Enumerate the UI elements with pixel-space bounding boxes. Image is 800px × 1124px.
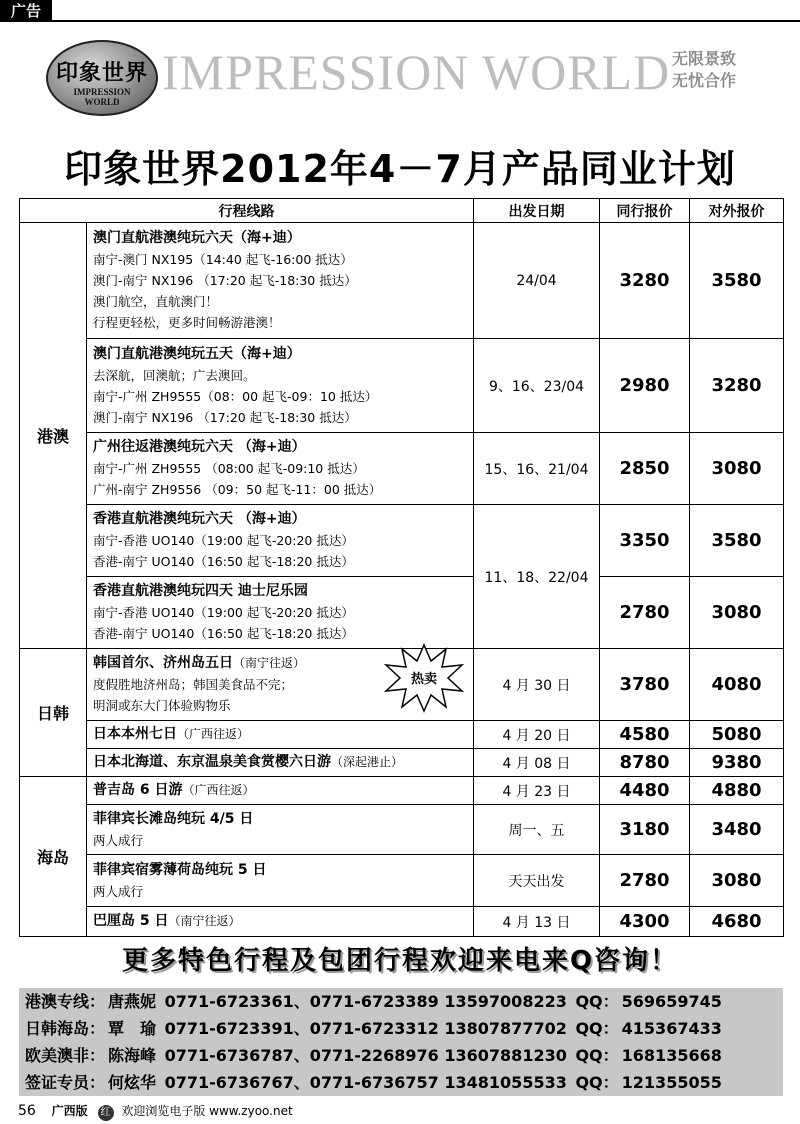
contact-phones: 0771-6723391、0771-6723312 13807877702: [164, 1019, 567, 1038]
trade-price: 4580: [600, 721, 690, 749]
date-cell: 4 月 20 日: [474, 721, 600, 749]
table-row: [20, 505, 784, 577]
hot-sale-badge: [384, 643, 464, 713]
route-title-text: 韩国首尔、济州岛五日: [93, 655, 233, 671]
route-title-text: 日本北海道、东京温泉美食赏樱六日游: [93, 754, 331, 770]
contact-dept: 签证专员：: [25, 1073, 106, 1092]
region-cell: 日韩: [20, 649, 87, 777]
route-note: （深起港止）: [331, 755, 404, 769]
route-cell: [87, 805, 474, 855]
brand-logo: [46, 40, 158, 116]
route-cell: [87, 577, 474, 649]
slogan-line-1: 无限景致: [672, 49, 737, 68]
page-footer: [18, 1100, 293, 1122]
route-title: 香港直航港澳纯玩六天 （海+迪）: [93, 511, 306, 527]
table-row: [20, 721, 784, 749]
retail-price: 4880: [690, 777, 784, 805]
header-date: 出发日期: [474, 199, 600, 223]
contact-qq: 415367433: [621, 1019, 722, 1038]
table-row: [20, 339, 784, 433]
table-row: [20, 855, 784, 907]
contact-row: [19, 1015, 783, 1042]
route-cell: [87, 505, 474, 577]
route-note: （南宁往返）: [168, 914, 241, 928]
edition-label: 广西版: [51, 1104, 88, 1118]
contact-dept: 港澳专线：: [25, 992, 106, 1011]
retail-price: 9380: [690, 749, 784, 777]
table-row: [20, 577, 784, 649]
contact-qq-label: QQ：: [575, 992, 619, 1011]
retail-price: 5080: [690, 721, 784, 749]
date-cell: 4 月 23 日: [474, 777, 600, 805]
route-title-text: 日本本州七日: [93, 726, 177, 742]
route-title: 澳门直航港澳纯玩六天（海+迪）: [93, 230, 301, 246]
route-cell: [87, 855, 474, 907]
route-note: （广西往返）: [177, 727, 250, 741]
contact-row: [19, 1042, 783, 1069]
contact-dept: 欧美澳非：: [25, 1046, 106, 1065]
region-cell: 海岛: [20, 777, 87, 937]
contact-qq-label: QQ：: [575, 1046, 619, 1065]
route-note: （广西往返）: [182, 783, 255, 797]
header-retail-price: 对外报价: [690, 199, 784, 223]
date-cell: 11、18、22/04: [474, 505, 600, 649]
brand-slogan: [672, 48, 736, 92]
trade-price: 2850: [600, 433, 690, 505]
route-detail: 澳门航空，直航澳门！: [93, 294, 219, 309]
route-detail: 南宁-澳门 NX195（14:40 起飞-16:00 抵达）: [93, 252, 353, 267]
route-title-text: 普吉岛 6 日游: [93, 782, 183, 798]
table-row: [20, 433, 784, 505]
route-cell: [87, 907, 474, 937]
magazine-badge-icon: 红: [98, 1105, 114, 1121]
table-row: [20, 907, 784, 937]
route-title: 广州往返港澳纯玩六天 （海+迪）: [93, 439, 306, 455]
retail-price: 4080: [690, 649, 784, 721]
route-detail: 明洞或东大门体验购物乐: [93, 698, 231, 713]
trade-price: 3180: [600, 805, 690, 855]
route-title: [93, 724, 467, 745]
contact-name: 覃 瑜: [108, 1019, 157, 1038]
contact-qq-label: QQ：: [575, 1019, 619, 1038]
trade-price: 3280: [600, 223, 690, 339]
route-detail: 行程更轻松，更多时间畅游港澳！: [93, 315, 281, 330]
contact-phones: 0771-6736767、0771-6736757 13481055533: [164, 1073, 567, 1092]
route-cell: [87, 223, 474, 339]
route-detail: 香港-南宁 UO140（16:50 起飞-18:20 抵达）: [93, 554, 354, 569]
retail-price: 3580: [690, 223, 784, 339]
date-cell: 天天出发: [474, 855, 600, 907]
route-title: [93, 911, 467, 932]
date-cell: 周一、五: [474, 805, 600, 855]
route-detail: 去深航，回澳航；广去澳回。: [93, 367, 256, 383]
contact-qq-label: QQ：: [575, 1073, 619, 1092]
contact-dept: 日韩海岛：: [25, 1019, 106, 1038]
footer-website: 欢迎浏览电子版 www.zyoo.net: [121, 1104, 293, 1118]
retail-price: 3280: [690, 339, 784, 433]
contact-name: 何炫华: [108, 1073, 157, 1092]
route-detail: 两人成行: [93, 832, 144, 848]
date-cell: 15、16、21/04: [474, 433, 600, 505]
route-detail: 香港-南宁 UO140（16:50 起飞-18:20 抵达）: [93, 626, 354, 641]
logo-en-line1: IMPRESSION: [73, 87, 131, 97]
route-detail: 两人成行: [93, 883, 144, 899]
hot-sale-text: 热卖: [410, 672, 437, 687]
table-header-row: [20, 199, 784, 223]
contact-phones: 0771-6736787、0771-2268976 13607881230: [164, 1046, 567, 1065]
header-route: 行程线路: [20, 199, 474, 223]
trade-price: 2980: [600, 339, 690, 433]
route-cell: [87, 433, 474, 505]
table-row: [20, 223, 784, 339]
contact-row: [19, 988, 783, 1015]
route-detail: 南宁-香港 UO140（19:00 起飞-20:20 抵达）: [93, 605, 354, 620]
contact-qq: 569659745: [621, 992, 722, 1011]
trade-price: 2780: [600, 577, 690, 649]
page-title: 印象世界2012年4－7月产品同业计划: [64, 147, 736, 191]
route-detail: 澳门-南宁 NX196 （17:20 起飞-18:30 抵达）: [93, 273, 357, 288]
retail-price: 3080: [690, 577, 784, 649]
top-rule: [0, 20, 800, 22]
logo-cn-text: 印象世界: [55, 60, 148, 86]
route-title: 菲律宾长滩岛纯玩 4/5 日: [93, 810, 254, 827]
table-row: [20, 805, 784, 855]
retail-price: 3580: [690, 505, 784, 577]
ad-label: 广告: [0, 0, 52, 22]
date-cell: 4 月 30 日: [474, 649, 600, 721]
table-row: [20, 777, 784, 805]
retail-price: 3480: [690, 805, 784, 855]
contact-name: 陈海峰: [108, 1046, 157, 1065]
route-cell: [87, 777, 474, 805]
logo-en-line2: WORLD: [84, 97, 120, 107]
trade-price: 8780: [600, 749, 690, 777]
region-cell: 港澳: [20, 223, 87, 649]
route-detail: 澳门-南宁 NX196 （17:20 起飞-18:30 抵达）: [93, 409, 357, 425]
route-title: [93, 780, 467, 801]
route-detail: 度假胜地济州岛；韩国美食品不完；: [93, 677, 294, 692]
contact-qq: 121355055: [621, 1073, 722, 1092]
brand-name: IMPRESSION WORLD: [162, 44, 671, 100]
route-title: 香港直航港澳纯玩四天 迪士尼乐园: [93, 583, 308, 599]
route-detail: 南宁-广州 ZH9555（08：00 起飞-09：10 抵达）: [93, 388, 378, 404]
retail-price: 4680: [690, 907, 784, 937]
route-cell: [87, 339, 474, 433]
route-note: （南宁往返）: [233, 656, 306, 670]
route-detail: 广州-南宁 ZH9556 （09：50 起飞-11：00 抵达）: [93, 482, 382, 497]
route-title-text: 巴厘岛 5 日: [93, 913, 169, 929]
slogan-line-2: 无忧合作: [672, 71, 737, 90]
route-cell: [87, 721, 474, 749]
trade-price: 3350: [600, 505, 690, 577]
contact-phones: 0771-6723361、0771-6723389 13597008223: [164, 992, 567, 1011]
trade-price: 2780: [600, 855, 690, 907]
consult-invite: 更多特色行程及包团行程欢迎来电来Q咨询！: [121, 946, 679, 976]
header-trade-price: 同行报价: [600, 199, 690, 223]
date-cell: 4 月 13 日: [474, 907, 600, 937]
contact-row: [19, 1069, 783, 1096]
date-cell: 24/04: [474, 223, 600, 339]
contact-qq: 168135668: [621, 1046, 722, 1065]
brand-banner: [10, 30, 790, 125]
table-row: [20, 749, 784, 777]
route-cell: [87, 749, 474, 777]
date-cell: 9、16、23/04: [474, 339, 600, 433]
page-number: 56: [18, 1103, 36, 1119]
trade-price: 4480: [600, 777, 690, 805]
retail-price: 3080: [690, 855, 784, 907]
contact-name: 唐燕妮: [108, 992, 157, 1011]
route-detail: 南宁-香港 UO140（19:00 起飞-20:20 抵达）: [93, 533, 354, 548]
route-title: 菲律宾宿雾薄荷岛纯玩 5 日: [93, 861, 267, 878]
route-detail: 南宁-广州 ZH9555 （08:00 起飞-09:10 抵达）: [93, 461, 365, 476]
contact-panel: [19, 988, 783, 1096]
retail-price: 3080: [690, 433, 784, 505]
trade-price: 4300: [600, 907, 690, 937]
route-title: [93, 752, 467, 773]
date-cell: 4 月 08 日: [474, 749, 600, 777]
route-title: 澳门直航港澳纯玩五天（海+迪）: [93, 345, 301, 362]
trade-price: 3780: [600, 649, 690, 721]
product-plan-table: [19, 198, 784, 937]
